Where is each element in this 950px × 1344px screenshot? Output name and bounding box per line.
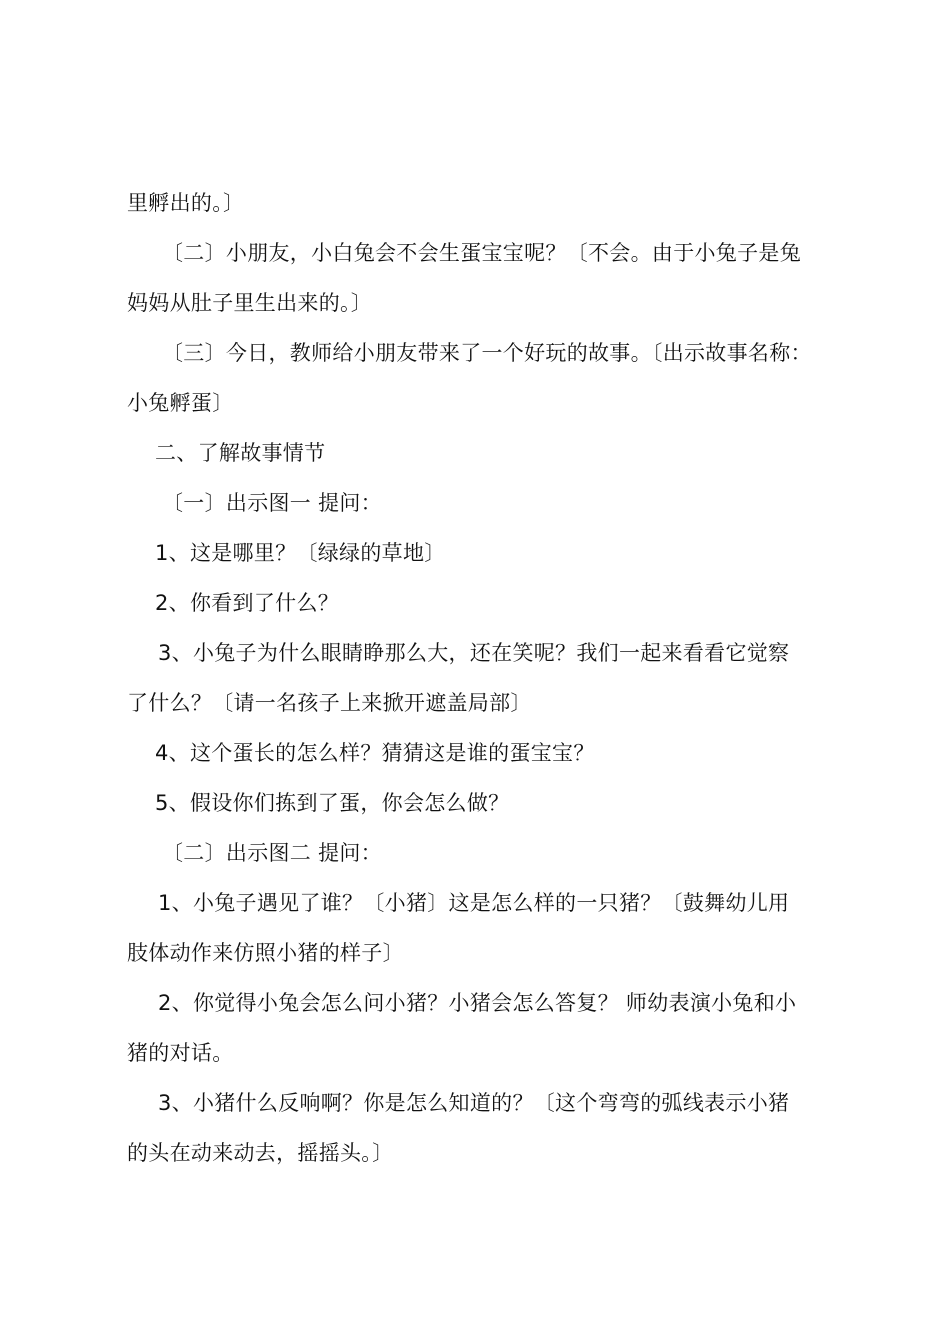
text-line: 的头在动来动去，摇摇头。〕 xyxy=(127,1141,394,1165)
question-item: 2、你看到了什么？ xyxy=(155,591,340,615)
question-item: 1、这是哪里？〔绿绿的草地〕 xyxy=(155,541,446,565)
text-line: 〔一〕出示图一 提问： xyxy=(162,491,382,515)
text-line: 猪的对话。 xyxy=(127,1041,234,1065)
question-item: 4、这个蛋长的怎么样？猜猜这是谁的蛋宝宝？ xyxy=(155,741,595,765)
text-line: 肢体动作来仿照小猪的样子〕 xyxy=(127,941,404,965)
question-item: 1、小兔子遇见了谁？〔小猪〕这是怎么样的一只猪？〔鼓舞幼儿用 xyxy=(158,891,790,915)
text-line: 小兔孵蛋〕 xyxy=(127,391,234,415)
question-item: 2、你觉得小兔会怎么问小猪？小猪会怎么答复？ 师幼表演小兔和小 xyxy=(158,991,797,1015)
question-item: 3、小猪什么反响啊？你是怎么知道的？〔这个弯弯的弧线表示小猪 xyxy=(158,1091,790,1115)
text-line: 〔二〕出示图二 提问： xyxy=(162,841,382,865)
question-item: 5、假设你们拣到了蛋，你会怎么做？ xyxy=(155,791,510,815)
text-line: 里孵出的。〕 xyxy=(127,191,245,215)
text-line: 〔二〕小朋友，小白兔会不会生蛋宝宝呢？〔不会。由于小兔子是兔 xyxy=(162,241,801,265)
text-line: 了什么？〔请一名孩子上来掀开遮盖局部〕 xyxy=(127,691,532,715)
text-line: 妈妈从肚子里生出来的。〕 xyxy=(127,291,373,315)
section-heading: 二、了解故事情节 xyxy=(155,441,326,465)
text-line: 〔三〕今日，教师给小朋友带来了一个好玩的故事。〔出示故事名称： xyxy=(162,341,812,365)
question-item: 3、小兔子为什么眼睛睁那么大，还在笑呢？我们一起来看看它觉察 xyxy=(158,641,790,665)
